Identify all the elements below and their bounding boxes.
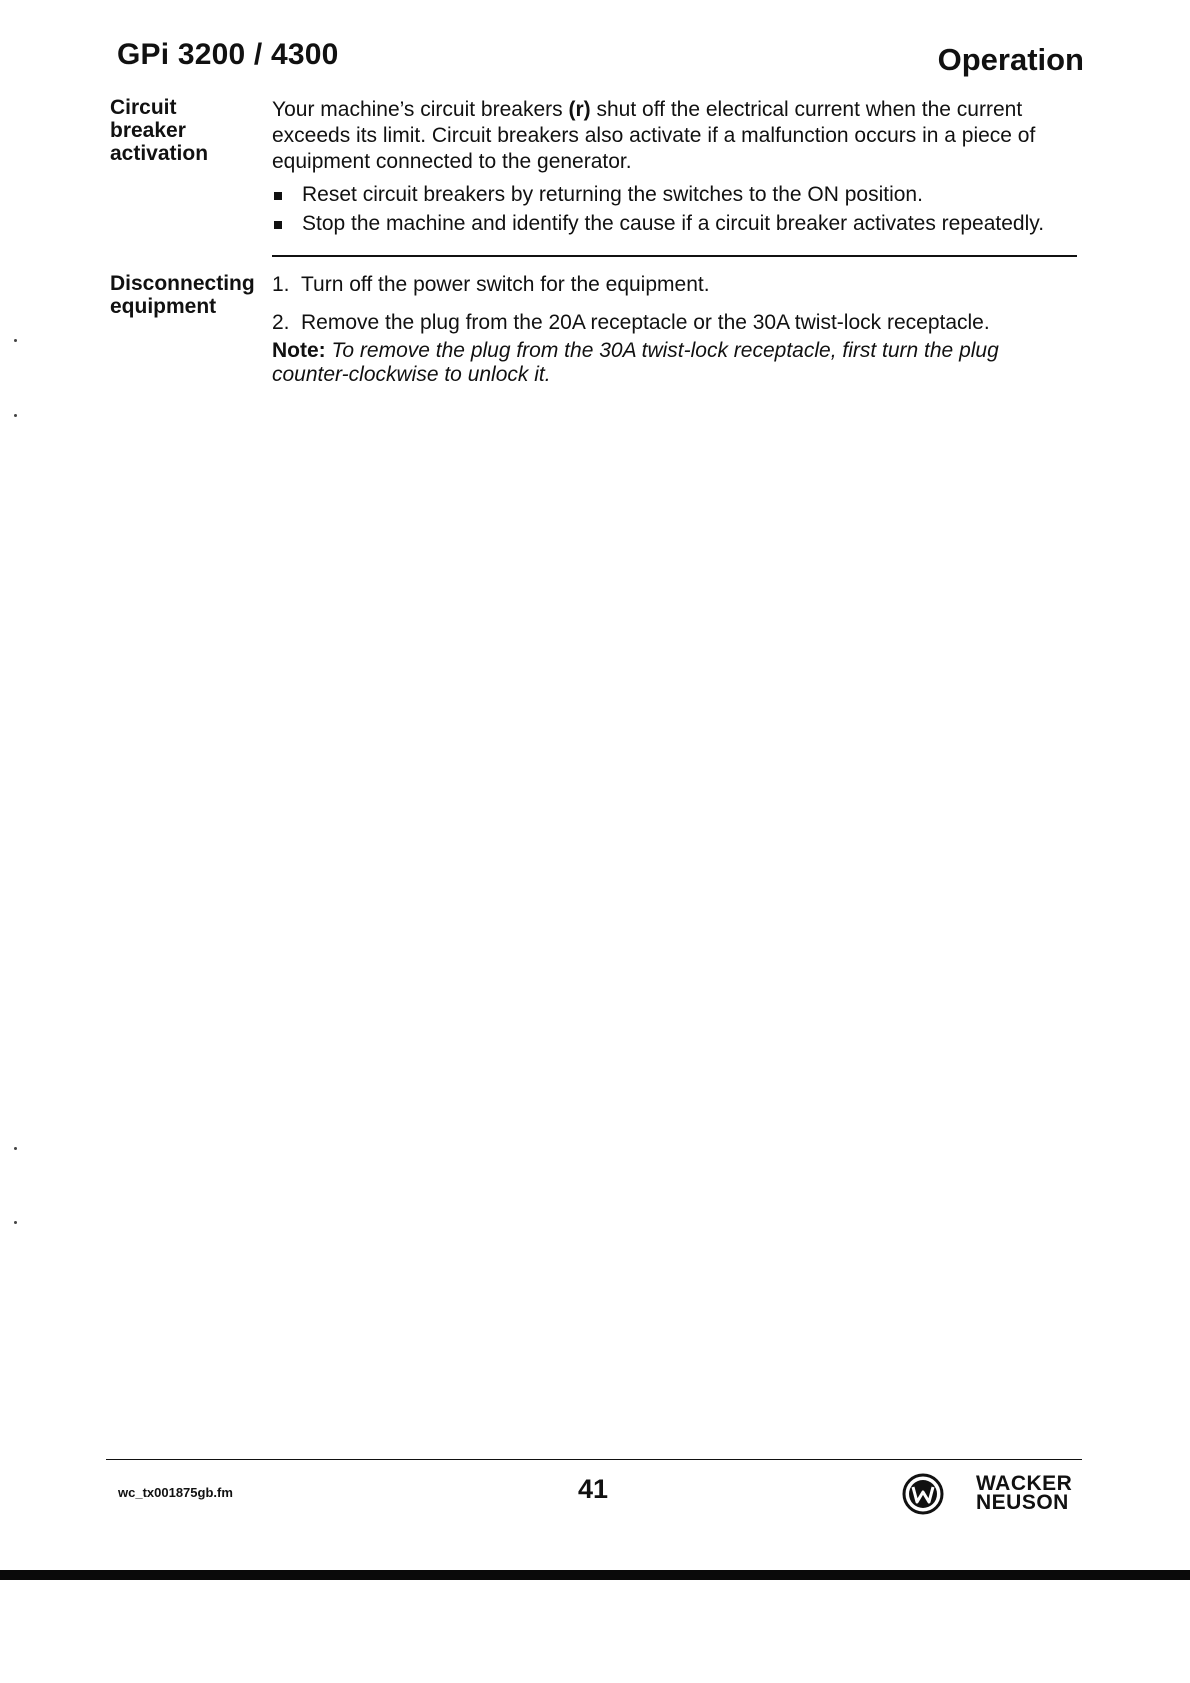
heading-line: equipment [110,295,217,318]
note-line [272,339,1092,363]
brand-line: NEUSON [976,1491,1069,1514]
paragraph-line: exceeds its limit. Circuit breakers also activate if a malfunction occurs in a piece of [272,124,1036,147]
note-block [272,339,1092,387]
brand-line: WACKER [976,1472,1073,1495]
step-text: Remove the plug from the 20A receptacle or the 30A twist-lock receptacle. [301,311,990,334]
heading-line: breaker [110,119,186,142]
footer-filename: wc_tx001875gb.fm [118,1485,233,1500]
bullet-item [274,211,1094,237]
note-line [272,363,1092,387]
scan-speck [14,1147,17,1150]
section-title: Operation [937,42,1084,77]
footer-rule [106,1459,1082,1460]
bullet-item [274,182,1094,208]
square-bullet-icon [274,221,282,229]
scan-speck [14,414,17,417]
circuit-breaker-bullets [274,182,1094,237]
heading-line: activation [110,142,209,165]
circuit-breaker-heading [110,96,208,165]
circuit-breaker-paragraph [272,97,1092,175]
scan-bottom-bar [0,1570,1190,1580]
document-model-title: GPi 3200 / 4300 [117,38,339,71]
section-divider [272,255,1077,257]
heading-line: Disconnecting [110,272,255,295]
brand-wordmark [976,1474,1072,1512]
wacker-neuson-logo-icon [902,1473,944,1515]
note-label: Note: [272,339,326,362]
step-number: 2. [272,311,290,334]
note-text: counter-clockwise to unlock it. [272,363,551,386]
note-text: To remove the plug from the 30A twist-lock receptacle, first turn the plug [331,339,999,362]
square-bullet-icon [274,192,282,200]
heading-line: Circuit [110,96,177,119]
step-number: 1. [272,273,290,296]
paragraph-line: equipment connected to the generator. [272,150,632,173]
page-number: 41 [578,1474,609,1504]
disconnect-step [272,310,1112,336]
paragraph-line-text: Your machine’s circuit breakers (r) shut off the electrical current when the current [272,98,1023,121]
scan-speck [14,1221,17,1224]
step-text: Turn off the power switch for the equipment. [301,273,710,296]
paragraph-line [272,97,1092,123]
disconnect-step [272,272,1092,298]
bullet-text: Stop the machine and identify the cause if a circuit breaker activates repeatedly. [302,212,1045,235]
disconnecting-heading [110,272,255,318]
scan-speck [14,339,17,342]
bullet-text: Reset circuit breakers by returning the switches to the ON position. [302,183,923,206]
